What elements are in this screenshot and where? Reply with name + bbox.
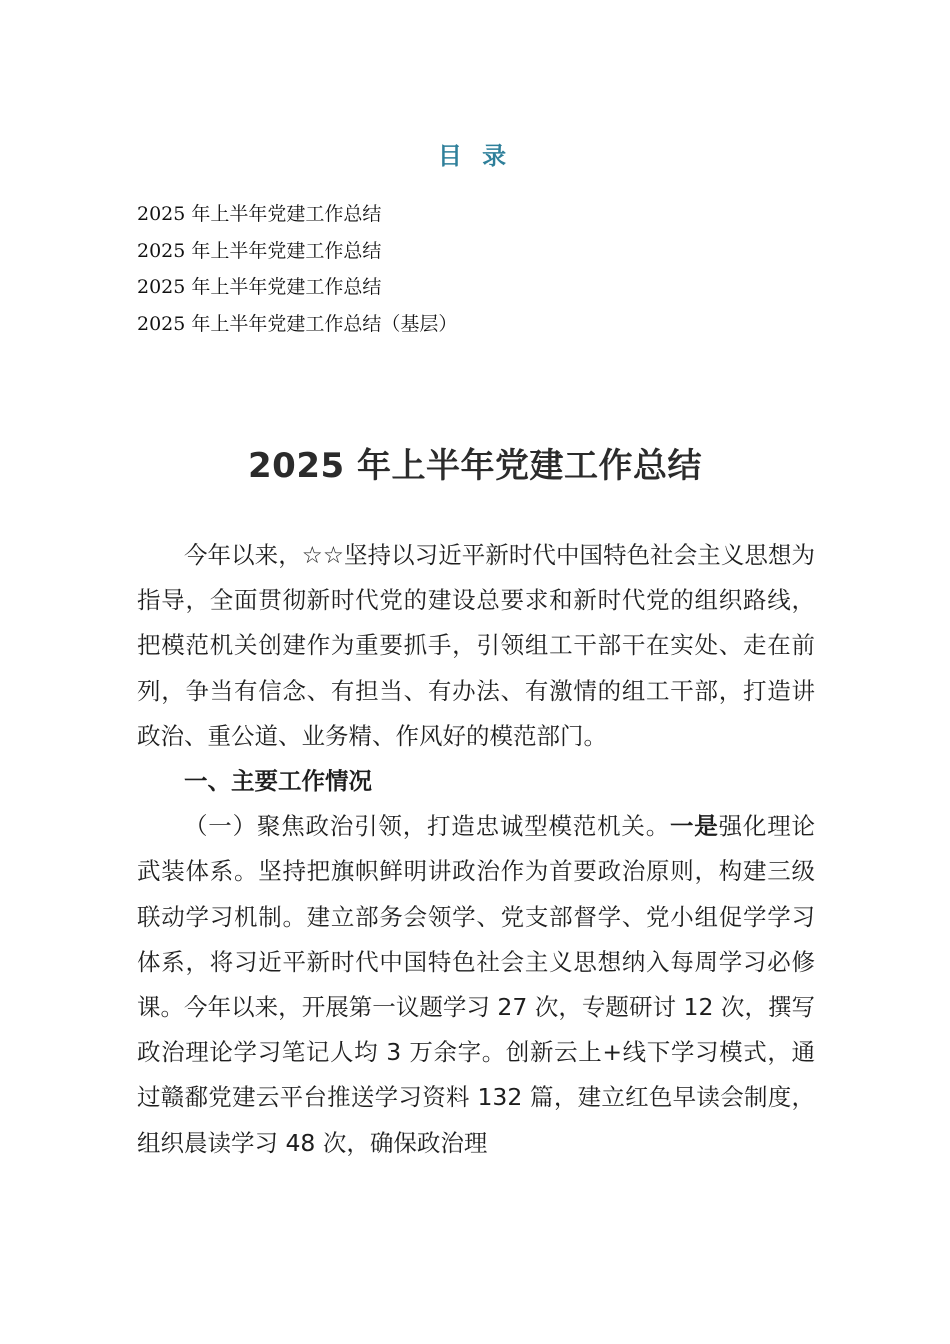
toc-item[interactable]: 2025 年上半年党建工作总结	[137, 239, 382, 262]
table-of-contents	[137, 196, 817, 342]
intro-paragraph: 今年以来，☆☆坚持以习近平新时代中国特色社会主义思想为指导，全面贯彻新时代党的建设总要求和新时代党的组织路线，把模范机关创建作为重要抓手，引领组工干部干在实处、走在前列，争当有信念、有担当、有办法、有激情的组工干部，打造讲政治、重公道、业务精、作风好的模范部门。	[137, 541, 815, 750]
document-title: 2025 年上半年党建工作总结	[248, 446, 702, 486]
section-heading: 一、主要工作情况	[184, 767, 372, 796]
toc-item[interactable]: 2025 年上半年党建工作总结（基层）	[137, 312, 458, 335]
toc-title: 目 录	[437, 142, 513, 170]
paragraph-lead: （一）聚焦政治引领，打造忠诚型模范机关。	[184, 812, 670, 841]
toc-item[interactable]: 2025 年上半年党建工作总结	[137, 276, 382, 298]
paragraph-text: 强化理论武装体系。坚持把旗帜鲜明讲政治作为首要政治原则，构建三级联动学习机制。建立部务会领学、党支部督学、党小组促学学习体系，将习近平新时代中国特色社会主义思想纳入每周学习必修课。今年以来，开展第一议题学习 27 次，专题研讨 12 次，撰写政治理论学习笔记人均 3 万余字。创新云上+线下学习模式，通过赣鄱党建云平台推送学习资料 132 篇，建立红色早读会制度，组织晨读学习 48 次，确保政治理	[137, 812, 816, 1157]
toc-item[interactable]: 2025 年上半年党建工作总结	[137, 203, 382, 225]
body-paragraph	[137, 804, 815, 1166]
document-body	[137, 533, 815, 1166]
emphasis-text: 一是	[670, 812, 719, 841]
